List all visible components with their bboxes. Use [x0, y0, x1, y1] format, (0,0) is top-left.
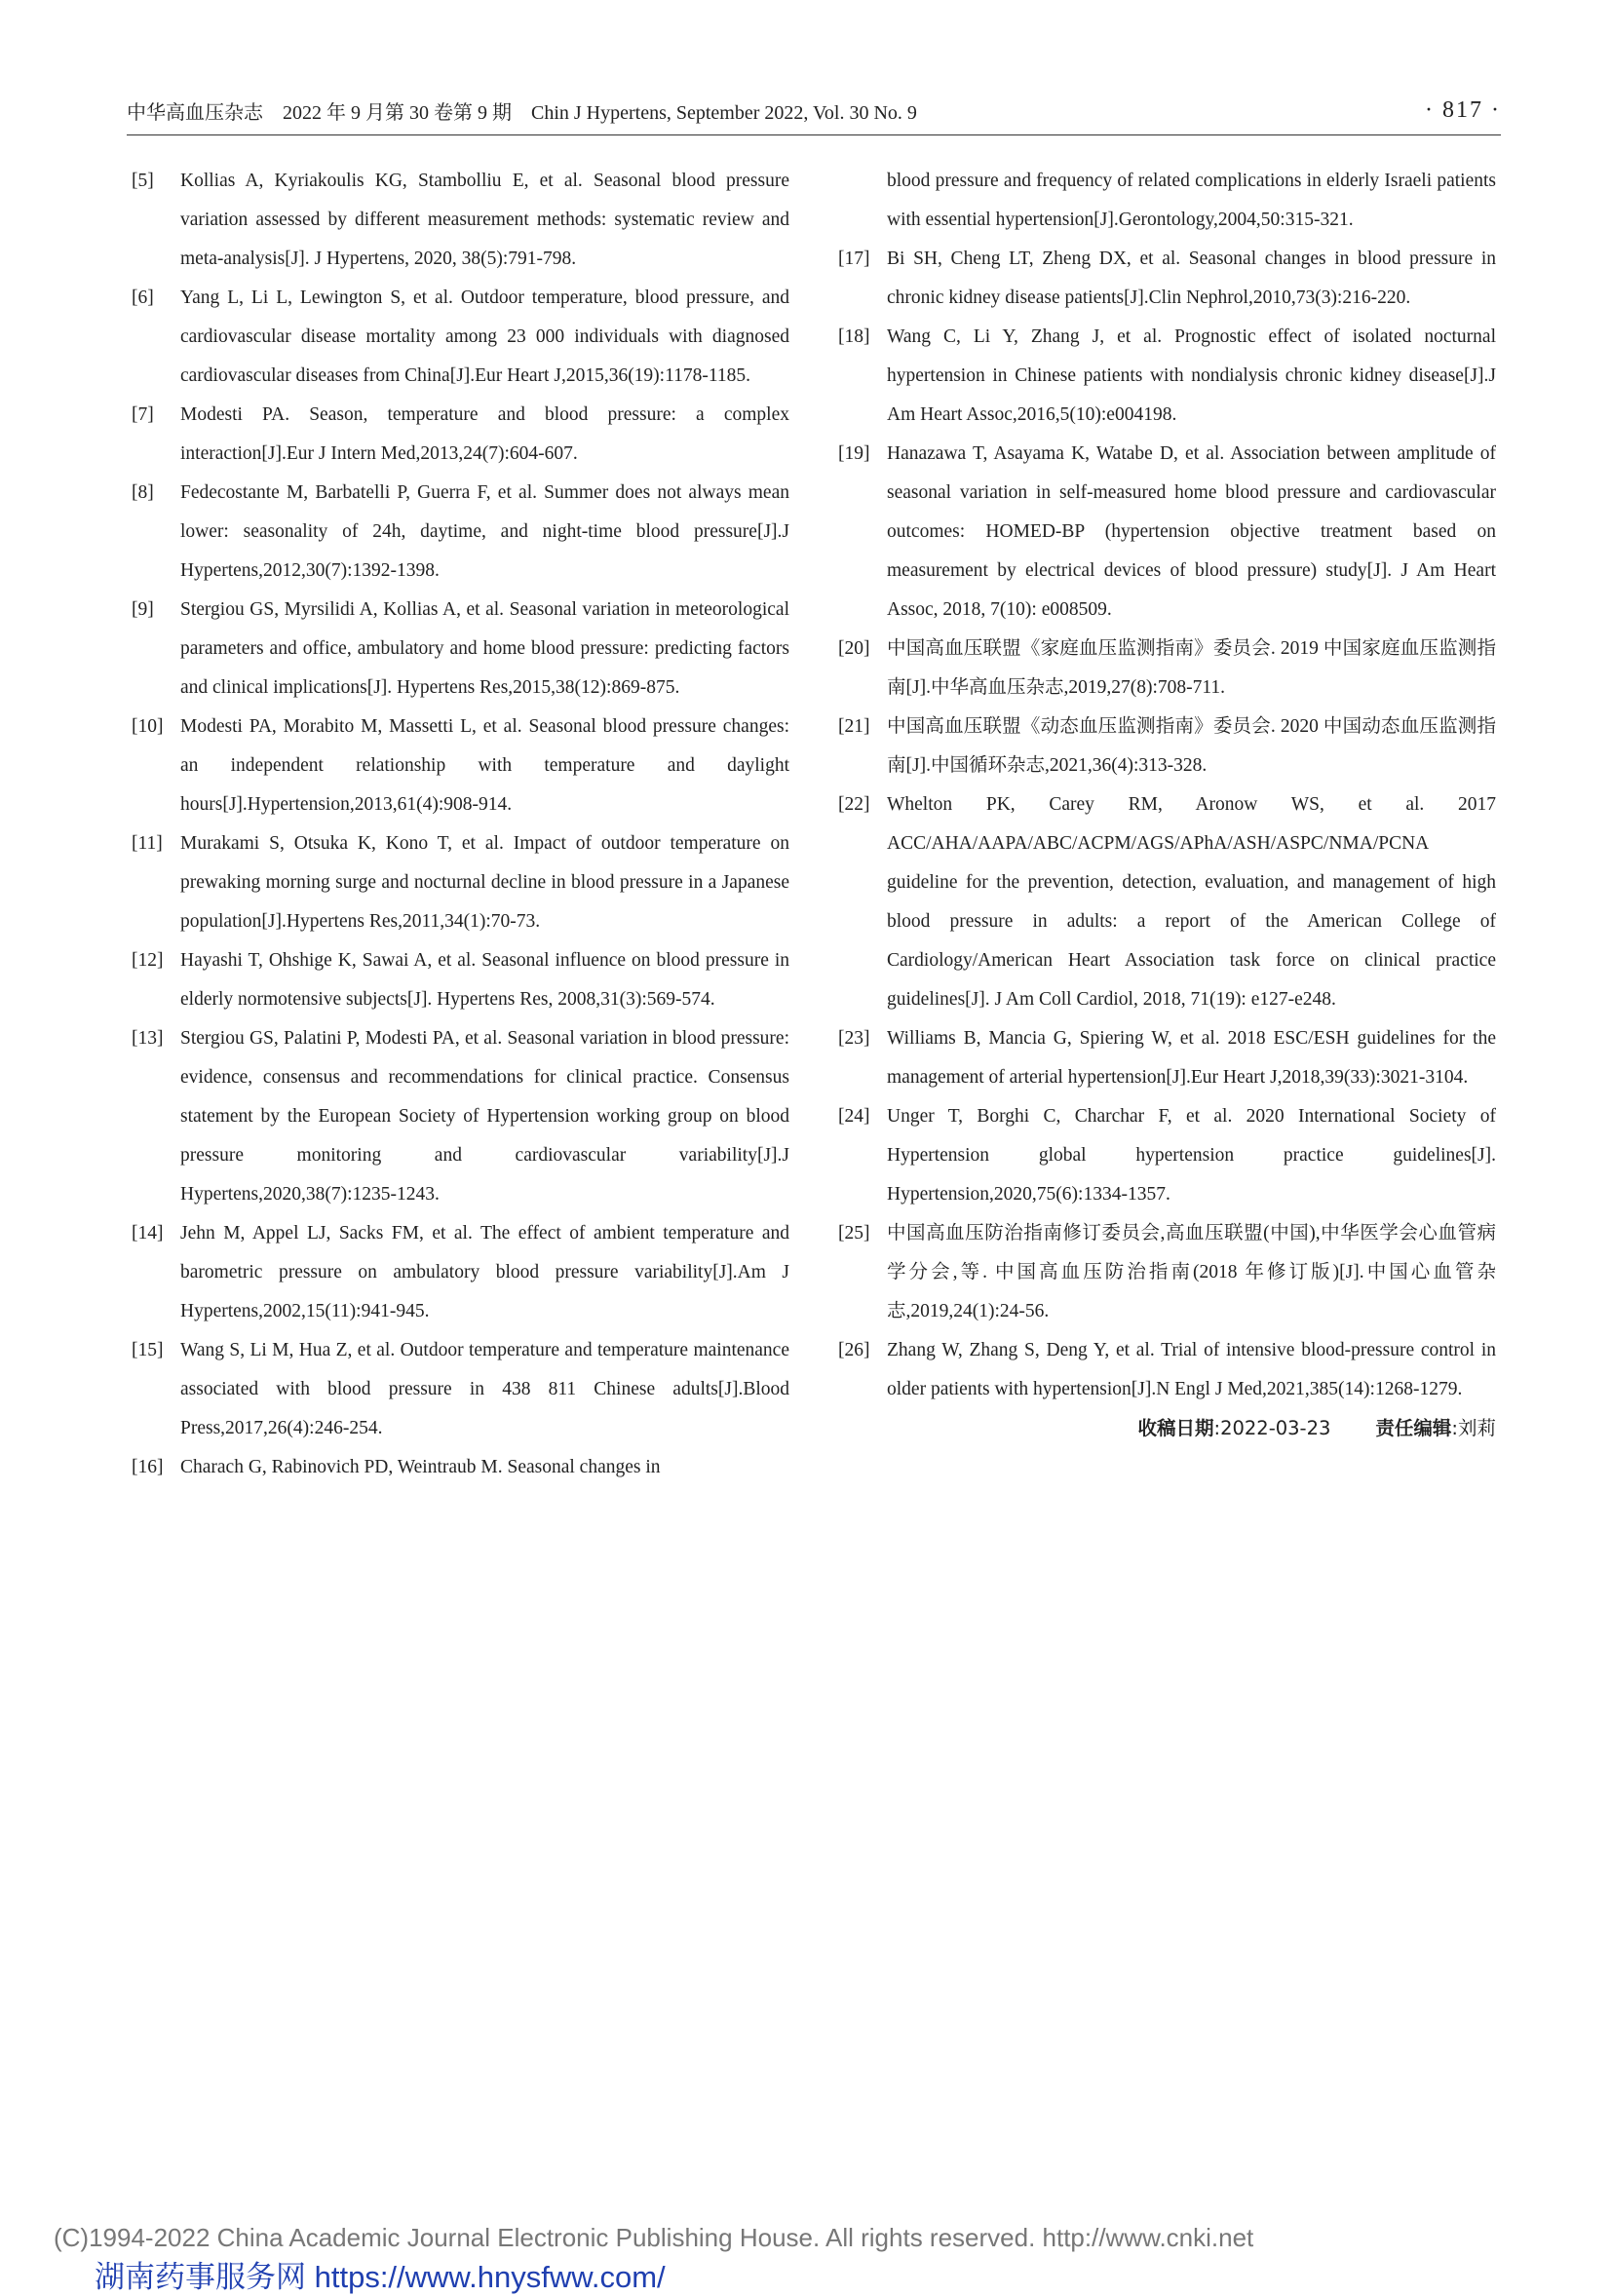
reference-number: [17] — [838, 249, 870, 269]
reference-number: [11] — [132, 833, 163, 854]
reference-text: Wang S, Li M, Hua Z, et al. Outdoor temperature and temperature maintenance associated with blood pressure in 438 811 Chinese adults[J].Blood Press,2017,26(4):246-254. — [180, 1340, 789, 1438]
reference-item — [838, 435, 1496, 630]
reference-text: Stergiou GS, Myrsilidi A, Kollias A, et al. Seasonal variation in meteorological parameters and office, ambulatory and home blood pressure: predicting factors and clinical implications[J]. Hypertens Res,2015,38(12):869-875. — [180, 599, 789, 698]
reference-item — [838, 708, 1496, 785]
reference-text: 中国高血压联盟《动态血压监测指南》委员会. 2020 中国动态血压监测指南[J].中国循环杂志,2021,36(4):313-328. — [887, 716, 1496, 776]
reference-number: [7] — [132, 404, 154, 425]
reference-text: Hanazawa T, Asayama K, Watabe D, et al. Association between amplitude of seasonal variation in self-measured home blood pressure and cardiovascular outcomes: HOMED-BP (hypertension objective treatment based on measurement by electrical devices of blood pressure) study[J]. J Am Heart Assoc, 2018, 7(10): e008509. — [887, 443, 1496, 620]
reference-number: [10] — [132, 716, 164, 737]
reference-text: Stergiou GS, Palatini P, Modesti PA, et al. Seasonal variation in blood pressure: evidence, consensus and recommendations for clinical practice. Consensus statement by the European Society of Hypertension working group on blood pressure monitoring and cardiovascular variability[J].J Hypertens,2020,38(7):1235-1243. — [180, 1028, 789, 1205]
reference-number: [13] — [132, 1028, 164, 1049]
editor-value: :刘莉 — [1451, 1417, 1496, 1439]
copyright-notice: (C)1994-2022 China Academic Journal Electronic Publishing House. All rights reserved. http://www.cnki.net — [54, 2223, 1254, 2252]
journal-name-cn: 中华高血压杂志 — [127, 101, 263, 124]
reference-item — [838, 1019, 1496, 1097]
reference-text: Modesti PA. Season, temperature and blood pressure: a complex interaction[J].Eur J Intern Med,2013,24(7):604-607. — [180, 404, 789, 464]
received-value: :2022-03-23 — [1213, 1417, 1331, 1439]
reference-text: 中国高血压联盟《家庭血压监测指南》委员会. 2019 中国家庭血压监测指南[J].中华高血压杂志,2019,27(8):708-711. — [887, 638, 1496, 698]
watermark-link[interactable]: 湖南药事服务网 https://www.hnysfww.com/ — [95, 2260, 666, 2294]
reference-item — [838, 318, 1496, 435]
reference-number: [12] — [132, 950, 164, 971]
reference-number: [16] — [132, 1457, 164, 1477]
received-label: 收稿日期 — [1137, 1417, 1214, 1439]
reference-item — [838, 1214, 1496, 1331]
reference-item — [132, 1019, 789, 1214]
received-date — [1137, 1409, 1330, 1448]
reference-item — [132, 396, 789, 474]
reference-text: Zhang W, Zhang S, Deng Y, et al. Trial of intensive blood-pressure control in older patients with hypertension[J].N Engl J Med,2021,385(14):1268-1279. — [887, 1340, 1496, 1399]
journal-name-en: Chin J Hypertens, September 2022, Vol. 30 No. 9 — [531, 101, 917, 124]
reference-number: [19] — [838, 443, 870, 464]
reference-number: [5] — [132, 171, 154, 191]
reference-item — [838, 240, 1496, 318]
reference-text: Unger T, Borghi C, Charchar F, et al. 2020 International Society of Hypertension global hypertension practice guidelines[J]. Hypertension,2020,75(6):1334-1357. — [887, 1106, 1496, 1205]
reference-text: Wang C, Li Y, Zhang J, et al. Prognostic effect of isolated nocturnal hypertension in Chinese patients with nondialysis chronic kidney disease[J].J Am Heart Assoc,2016,5(10):e004198. — [887, 326, 1496, 425]
reference-item — [132, 1331, 789, 1448]
reference-text: Yang L, Li L, Lewington S, et al. Outdoor temperature, blood pressure, and cardiovascular disease mortality among 23 000 individuals with diagnosed cardiovascular diseases from China[J].Eur Heart J,2015,36(19):1178-1185. — [180, 287, 789, 386]
reference-number: [18] — [838, 326, 870, 347]
reference-text: Fedecostante M, Barbatelli P, Guerra F, et al. Summer does not always mean lower: seasonality of 24h, daytime, and night-time blood pressure[J].J Hypertens,2012,30(7):1392-1398. — [180, 482, 789, 581]
reference-text: Hayashi T, Ohshige K, Sawai A, et al. Seasonal influence on blood pressure in elderly normotensive subjects[J]. Hypertens Res, 2008,31(3):569-574. — [180, 950, 789, 1010]
reference-column-left — [132, 162, 789, 1487]
reference-item — [838, 1097, 1496, 1214]
running-header — [127, 94, 1501, 127]
reference-item — [132, 591, 789, 708]
reference-text: Murakami S, Otsuka K, Kono T, et al. Impact of outdoor temperature on prewaking morning surge and nocturnal decline in blood pressure in a Japanese population[J].Hypertens Res,2011,34(1):70-73. — [180, 833, 789, 932]
reference-item — [132, 279, 789, 396]
reference-item — [838, 630, 1496, 708]
reference-continuation — [838, 162, 1496, 240]
reference-text: Modesti PA, Morabito M, Massetti L, et al. Seasonal blood pressure changes: an independent relationship with temperature and daylight hours[J].Hypertension,2013,61(4):908-914. — [180, 716, 789, 815]
reference-text: Kollias A, Kyriakoulis KG, Stambolliu E, et al. Seasonal blood pressure variation assessed by different measurement methods: systematic review and meta-analysis[J]. J Hypertens, 2020, 38(5):791-798. — [180, 171, 789, 269]
reference-number: [22] — [838, 794, 870, 815]
reference-number: [8] — [132, 482, 154, 503]
editor-label: 责任编辑 — [1375, 1417, 1452, 1439]
reference-text: blood pressure and frequency of related complications in elderly Israeli patients with essential hypertension[J].Gerontology,2004,50:315-321. — [887, 171, 1496, 230]
reference-item — [838, 785, 1496, 1019]
reference-number: [6] — [132, 287, 154, 308]
reference-item — [132, 474, 789, 591]
reference-number: [25] — [838, 1223, 870, 1244]
reference-number: [20] — [838, 638, 870, 659]
reference-number: [21] — [838, 716, 870, 737]
responsible-editor — [1375, 1409, 1496, 1448]
page-number: · 817 · — [1425, 96, 1501, 123]
issue-cn: 2022 年 9 月第 30 卷第 9 期 — [283, 101, 512, 124]
reference-text: Jehn M, Appel LJ, Sacks FM, et al. The effect of ambient temperature and barometric pressure on ambulatory blood pressure variability[J].Am J Hypertens,2002,15(11):941-945. — [180, 1223, 789, 1321]
reference-item — [132, 941, 789, 1019]
reference-number: [23] — [838, 1028, 870, 1049]
article-footnote — [838, 1409, 1496, 1448]
reference-text: 中国高血压防治指南修订委员会,高血压联盟(中国),中华医学会心血管病学分会,等. 中国高血压防治指南(2018 年修订版)[J].中国心血管杂志,2019,24(1):24-56. — [887, 1223, 1496, 1321]
reference-number: [26] — [838, 1340, 870, 1360]
reference-column-right — [838, 162, 1496, 1448]
reference-text: Williams B, Mancia G, Spiering W, et al. 2018 ESC/ESH guidelines for the management of arterial hypertension[J].Eur Heart J,2018,39(33):3021-3104. — [887, 1028, 1496, 1088]
reference-text: Whelton PK, Carey RM, Aronow WS, et al. 2017 ACC/AHA/AAPA/ABC/ACPM/AGS/APhA/ASH/ASPC/NMA/PCNA guideline for the prevention, detection, evaluation, and management of high blood pressure in adults: a report of the American College of Cardiology/American Heart Association task force on clinical practice guidelines[J]. J Am Coll Cardiol, 2018, 71(19): e127-e248. — [887, 794, 1496, 1010]
reference-item — [132, 162, 789, 279]
reference-text: Bi SH, Cheng LT, Zheng DX, et al. Seasonal changes in blood pressure in chronic kidney disease patients[J].Clin Nephrol,2010,73(3):216-220. — [887, 249, 1496, 308]
reference-item — [132, 1214, 789, 1331]
reference-text: Charach G, Rabinovich PD, Weintraub M. Seasonal changes in — [180, 1457, 661, 1477]
reference-number: [9] — [132, 599, 154, 620]
reference-item — [838, 1331, 1496, 1409]
reference-number: [24] — [838, 1106, 870, 1127]
reference-number: [15] — [132, 1340, 164, 1360]
reference-item — [132, 1448, 789, 1487]
reference-item — [132, 708, 789, 824]
header-rule — [127, 134, 1501, 135]
header-journal — [127, 96, 917, 125]
reference-number: [14] — [132, 1223, 164, 1244]
reference-item — [132, 824, 789, 941]
